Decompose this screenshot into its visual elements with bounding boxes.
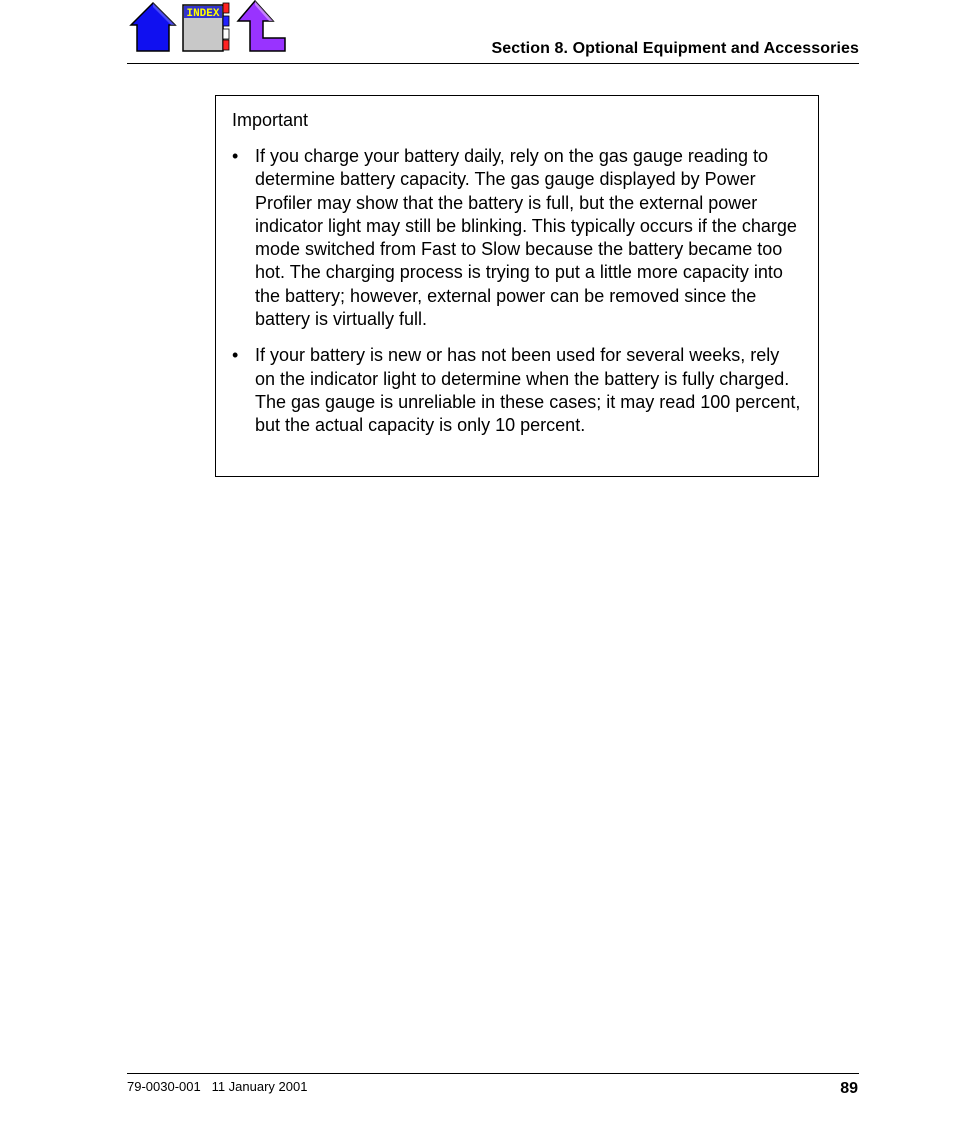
home-icon[interactable] — [128, 0, 178, 54]
index-label: INDEX — [186, 8, 220, 20]
important-notice-box — [215, 95, 819, 477]
doc-number: 79-0030-001 — [127, 1079, 201, 1094]
section-title: Section 8. Optional Equipment and Accessories — [491, 40, 859, 57]
navigation-bar — [128, 0, 290, 56]
doc-date: 11 January 2001 — [211, 1079, 308, 1094]
important-title: Important — [232, 110, 309, 130]
bullet-text: If you charge your battery daily, rely on the gas gauge reading to determine battery capacity. The gas gauge displayed by Power Profiler may show that the battery is full, but the external power indicator light may still be blinking. This typically occurs if the charge mode switched from Fast to Slow because the battery became too hot. The charging process is trying to put a little more capacity into the battery; however, external power can be removed since the battery is virtually full. — [255, 146, 797, 330]
index-icon[interactable] — [182, 0, 232, 54]
up-arrow-icon[interactable] — [236, 0, 290, 54]
list-item — [232, 344, 802, 437]
bullet-icon: • — [232, 345, 239, 366]
footer-doc-info — [127, 1079, 307, 1094]
bullet-text: If your battery is new or has not been used for several weeks, rely on the indicator light to determine when the battery is fully charged. The gas gauge is unreliable in these cases; it may read 100 percent, but the actual capacity is only 10 percent. — [255, 345, 801, 436]
page-number: 89 — [840, 1080, 858, 1097]
bullet-icon: • — [232, 146, 239, 166]
footer-divider — [127, 1073, 859, 1074]
header-divider — [127, 63, 859, 64]
important-bullet-list — [232, 145, 802, 451]
list-item — [232, 145, 802, 331]
